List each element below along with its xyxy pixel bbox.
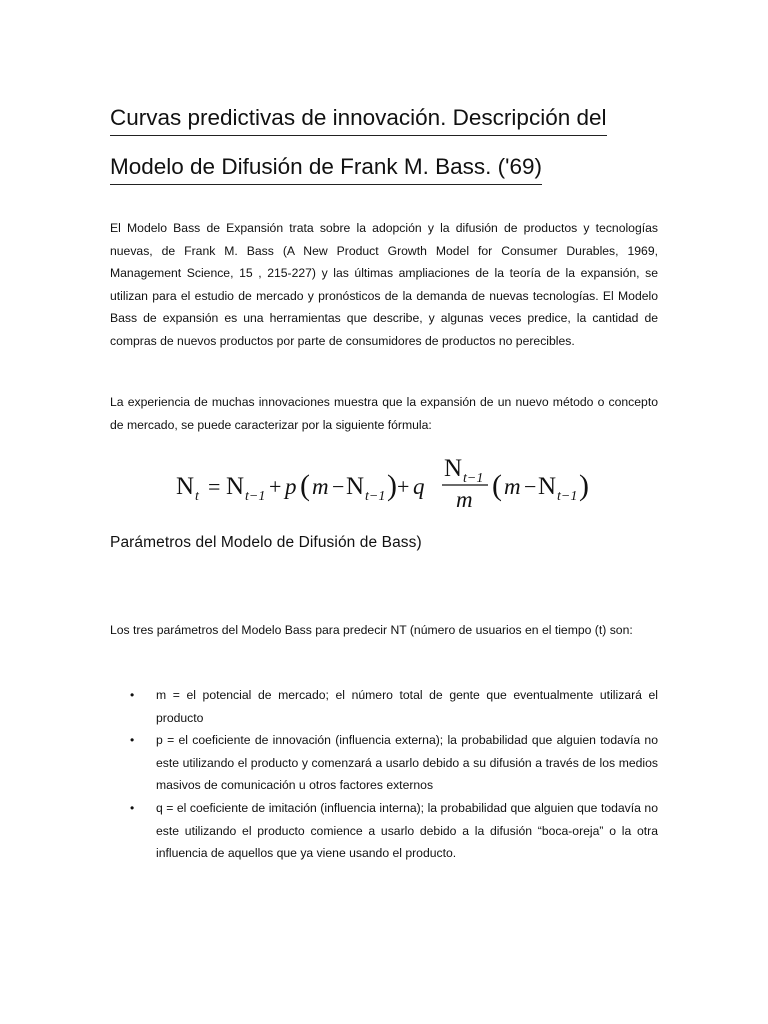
formula-plus-2: + <box>397 474 410 499</box>
bass-formula <box>176 452 616 516</box>
formula-sub-prev: t−1 <box>245 489 266 504</box>
formula-m-1: m <box>312 474 329 499</box>
formula-q: q <box>413 474 425 499</box>
formula-sub-t: t <box>195 489 199 504</box>
formula-N-t: N <box>176 473 195 500</box>
formula-plus-1: + <box>269 474 282 499</box>
params-intro-paragraph: Los tres parámetros del Modelo Bass para predecir NT (número de usuarios en el tiempo (t) son: <box>110 623 633 637</box>
title-line-2: Modelo de Difusión de Frank M. Bass. ('69) <box>110 152 542 185</box>
list-item-text: p = el coeficiente de innovación (influencia externa); la probabilidad que alguien todavía no este utilizando el producto y comenzará a usarlo debido a su difusión a través de los medios masivos de comunicación u otros factores externos <box>156 733 658 793</box>
formula-minus-1: − <box>332 474 345 499</box>
formula-equals: = <box>208 474 221 499</box>
formula-lparen-1: ( <box>300 469 310 502</box>
list-item-text: q = el coeficiente de imitación (influencia interna); la probabilidad que alguien que todavía no este utilizando el producto comience a usarlo debido a la difusión “boca-oreja” o la otra influencia de aquellos que ya viene usando el producto. <box>156 800 658 861</box>
title-line-1: Curvas predictivas de innovación. Descripción del <box>110 103 607 136</box>
formula-sub-numerator: t−1 <box>463 471 484 486</box>
bullet-icon: • <box>130 688 135 702</box>
formula-sub-last: t−1 <box>557 489 578 504</box>
formula-m-2: m <box>504 474 521 499</box>
formula-N-prev: N <box>226 473 245 500</box>
list-item <box>130 729 658 797</box>
formula-p: p <box>285 474 297 499</box>
section-heading: Parámetros del Modelo de Difusión de Bass) <box>110 534 422 551</box>
list-item <box>130 684 658 729</box>
intro-paragraph: El Modelo Bass de Expansión trata sobre la adopción y la difusión de productos y tecnologías nuevas, de Frank M. Bass (A New Product Growth Model for Consumer Durables, 1969, Management Science, 15 , 215-227) y las últimas ampliaciones de la teoría de la expansión, se utilizan para el estudio de mercado y pronósticos de la demanda de nuevas tecnologías. El Modelo Bass de expansión es una herramientas que describe, y algunas veces predice, la cantidad de compras de nuevos productos por parte de consumidores de productos no perecibles. <box>110 221 658 348</box>
list-item-text: m = el potencial de mercado; el número total de gente que eventualmente utilizará el producto <box>156 688 658 725</box>
bullet-icon: • <box>130 800 135 815</box>
formula-N-numerator: N <box>444 455 463 482</box>
bullet-icon: • <box>130 733 135 748</box>
formula-sub-inner: t−1 <box>365 489 386 504</box>
formula-svg <box>176 452 616 516</box>
formula-rparen-2: ) <box>579 469 589 502</box>
experience-paragraph: La experiencia de muchas innovaciones muestra que la expansión de un nuevo método o concepto de mercado, se puede caracterizar por la siguiente fórmula: <box>110 395 658 432</box>
page-title <box>110 96 650 194</box>
formula-N-inner: N <box>346 473 365 500</box>
parameters-list <box>130 684 658 865</box>
formula-lparen-2: ( <box>492 469 502 502</box>
list-item <box>130 797 658 865</box>
formula-N-last: N <box>538 473 557 500</box>
formula-minus-2: − <box>524 474 537 499</box>
formula-rparen-1: ) <box>387 469 397 502</box>
formula-m-denominator: m <box>456 487 473 512</box>
